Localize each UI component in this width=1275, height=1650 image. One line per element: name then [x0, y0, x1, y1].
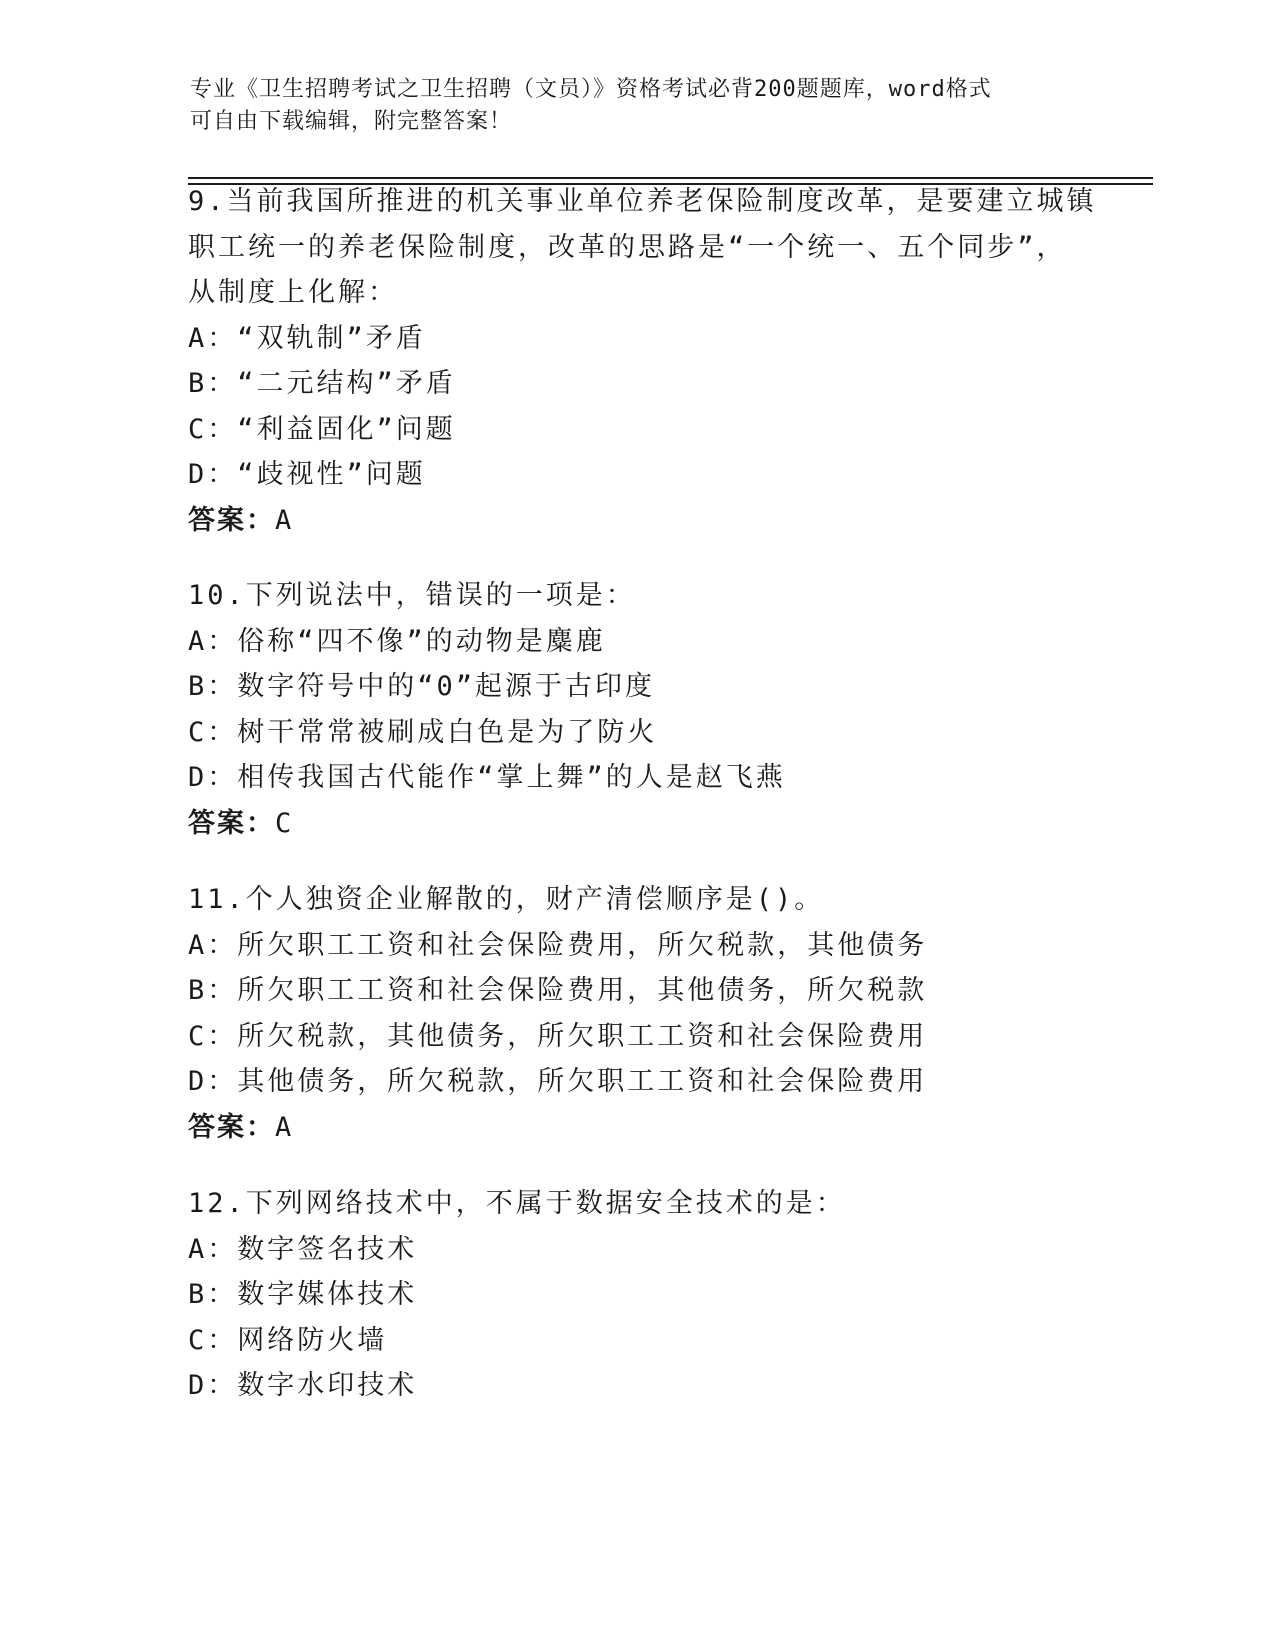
option-c: C：“利益固化”问题	[188, 413, 456, 445]
document-header	[190, 74, 1070, 138]
answer-label: 答案：	[188, 1111, 275, 1143]
answer-value: C	[275, 807, 294, 839]
question-9	[188, 179, 1097, 543]
answer-line	[188, 498, 1088, 544]
question-10	[188, 573, 1088, 846]
option-a: A：俗称“四不像”的动物是麋鹿	[188, 625, 606, 657]
answer-line	[188, 801, 1088, 847]
option-b: B：数字媒体技术	[188, 1279, 418, 1310]
question-stem	[188, 1181, 1088, 1227]
answer-value: A	[275, 1111, 294, 1143]
stem-line: 10.下列说法中，错误的一项是：	[188, 580, 636, 611]
stem-line: 从制度上化解：	[188, 277, 398, 308]
option-d: D：相传我国古代能作“掌上舞”的人是赵飞燕	[188, 762, 786, 793]
question-stem	[188, 877, 1088, 923]
answer-line	[188, 1105, 1088, 1151]
stem-line: 9.当前我国所推进的机关事业单位养老保险制度改革，是要建立城镇	[188, 186, 1097, 217]
header-line: 可自由下载编辑，附完整答案！	[190, 109, 513, 134]
option-b: B：“二元结构”矛盾	[188, 368, 456, 399]
option-b: B：数字符号中的“0”起源于古印度	[188, 671, 656, 702]
question-11	[188, 877, 1088, 1150]
question-stem	[188, 573, 1088, 619]
option-c: C：网络防火墙	[188, 1324, 388, 1356]
question-stem	[188, 179, 1097, 316]
header-line: 专业《卫生招聘考试之卫生招聘（文员）》资格考试必背200题题库，word格式	[190, 77, 992, 102]
option-d: D：其他债务，所欠税款，所欠职工工资和社会保险费用	[188, 1066, 928, 1097]
question-12	[188, 1181, 1088, 1409]
option-b: B：所欠职工工资和社会保险费用，其他债务，所欠税款	[188, 975, 928, 1006]
option-d: D：数字水印技术	[188, 1370, 418, 1401]
option-a: A：数字签名技术	[188, 1233, 418, 1265]
option-c: C：树干常常被刷成白色是为了防火	[188, 716, 658, 748]
answer-label: 答案：	[188, 807, 275, 839]
option-c: C：所欠税款，其他债务，所欠职工工资和社会保险费用	[188, 1020, 928, 1052]
answer-value: A	[275, 504, 294, 536]
stem-line: 职工统一的养老保险制度，改革的思路是“一个统一、五个同步”，	[188, 231, 1067, 263]
option-a: A：“双轨制”矛盾	[188, 322, 426, 354]
option-d: D：“歧视性”问题	[188, 459, 426, 490]
answer-label: 答案：	[188, 504, 275, 536]
stem-line: 12.下列网络技术中，不属于数据安全技术的是：	[188, 1188, 846, 1219]
stem-line: 11.个人独资企业解散的，财产清偿顺序是()。	[188, 884, 825, 915]
option-a: A：所欠职工工资和社会保险费用，所欠税款，其他债务	[188, 929, 928, 961]
